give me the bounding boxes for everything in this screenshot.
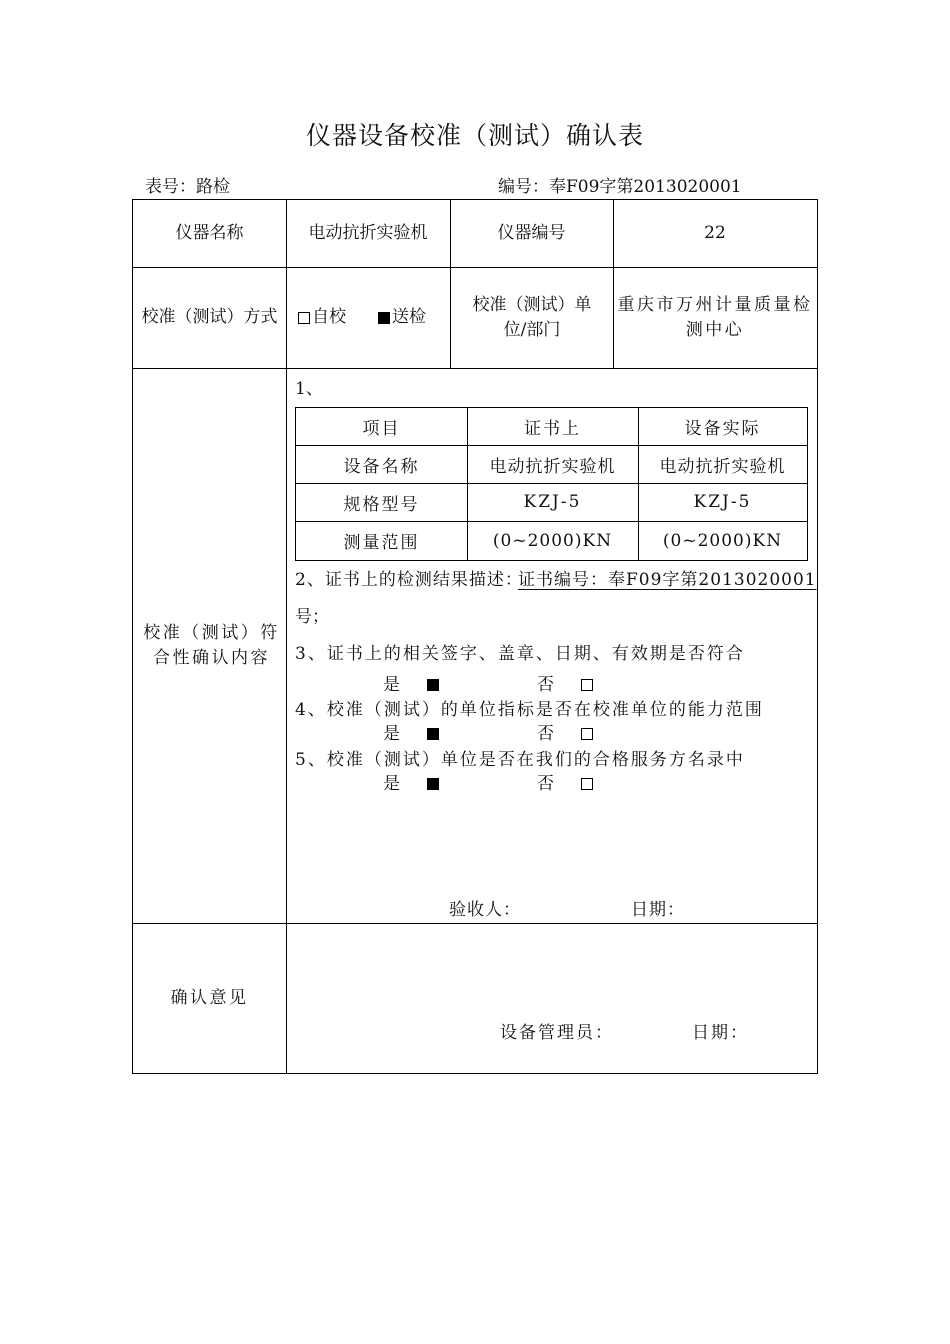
label-instrument-code: 仪器编号	[497, 223, 566, 243]
item3-yes-checkbox[interactable]	[427, 679, 439, 691]
table-cell: (0~2000)KN	[492, 530, 613, 551]
receiver-label: 验收人：	[449, 900, 521, 920]
value-instrument-name: 电动抗折实验机	[308, 223, 428, 243]
option-self-label: 自校	[312, 307, 346, 327]
item5-yes: 是	[383, 773, 439, 795]
table-cell: KZJ-5	[523, 492, 582, 512]
manager-label: 设备管理员：	[500, 1023, 614, 1043]
page-title: 仪器设备校准（测试）确认表	[305, 121, 644, 150]
item2-certificate: 证书编号：奉F09字第2013020001	[518, 570, 817, 590]
item4-no: 否	[537, 723, 593, 745]
serial-number: 编号：奉F09字第2013020001	[498, 177, 742, 197]
table-header: 证书上	[524, 419, 581, 439]
item1-prefix: 1、	[295, 379, 323, 399]
item5-no: 否	[537, 773, 593, 795]
item4-yes-checkbox[interactable]	[427, 728, 439, 740]
table-cell: 测量范围	[343, 533, 420, 553]
item4-yes: 是	[383, 723, 439, 745]
table-cell: 设备名称	[343, 456, 420, 477]
self-calibration-checkbox[interactable]	[298, 312, 310, 324]
confirmation-form	[132, 199, 818, 1074]
item3-no-checkbox[interactable]	[581, 679, 593, 691]
label-method: 校准（测试）方式	[141, 307, 278, 327]
table-cell: KZJ-5	[693, 492, 752, 512]
item5-yes-checkbox[interactable]	[427, 778, 439, 790]
option-send-label: 送检	[392, 307, 426, 327]
item5-no-checkbox[interactable]	[581, 778, 593, 790]
label-calibration-unit: 校准（测试）单位/部门	[472, 294, 592, 340]
label-conformity: 校准（测试）符合性确认内容	[143, 622, 280, 668]
table-cell: 电动抗折实验机	[489, 456, 616, 477]
item3-no: 否	[537, 674, 593, 696]
value-calibration-unit: 重庆市万州计量质量检测中心	[617, 294, 813, 340]
send-inspection-checkbox[interactable]	[378, 312, 390, 324]
manager-date-label: 日期：	[692, 1023, 749, 1043]
item3-text: 3、证书上的相关签字、盖章、日期、有效期是否符合	[295, 644, 745, 664]
comparison-table	[295, 407, 808, 561]
item2-suffix: 号；	[295, 607, 329, 627]
table-header: 项目	[362, 419, 401, 439]
method-options	[286, 267, 450, 368]
table-cell: 电动抗折实验机	[659, 456, 786, 477]
item5-text: 5、校准（测试）单位是否在我们的合格服务方名录中	[295, 750, 745, 770]
item4-no-checkbox[interactable]	[581, 728, 593, 740]
table-cell: 规格型号	[343, 494, 420, 515]
label-instrument-name: 仪器名称	[175, 223, 244, 243]
table-cell: (0~2000)KN	[662, 530, 783, 551]
item3-yes: 是	[383, 674, 439, 696]
table-header: 设备实际	[684, 419, 761, 439]
item2-text: 2、证书上的检测结果描述：	[295, 570, 523, 590]
value-instrument-code: 22	[704, 223, 726, 243]
label-confirmation-opinion: 确认意见	[170, 987, 249, 1008]
item4-text: 4、校准（测试）的单位指标是否在校准单位的能力范围	[295, 700, 764, 720]
form-number: 表号：路检	[145, 177, 230, 197]
receiver-date-label: 日期：	[631, 900, 685, 920]
